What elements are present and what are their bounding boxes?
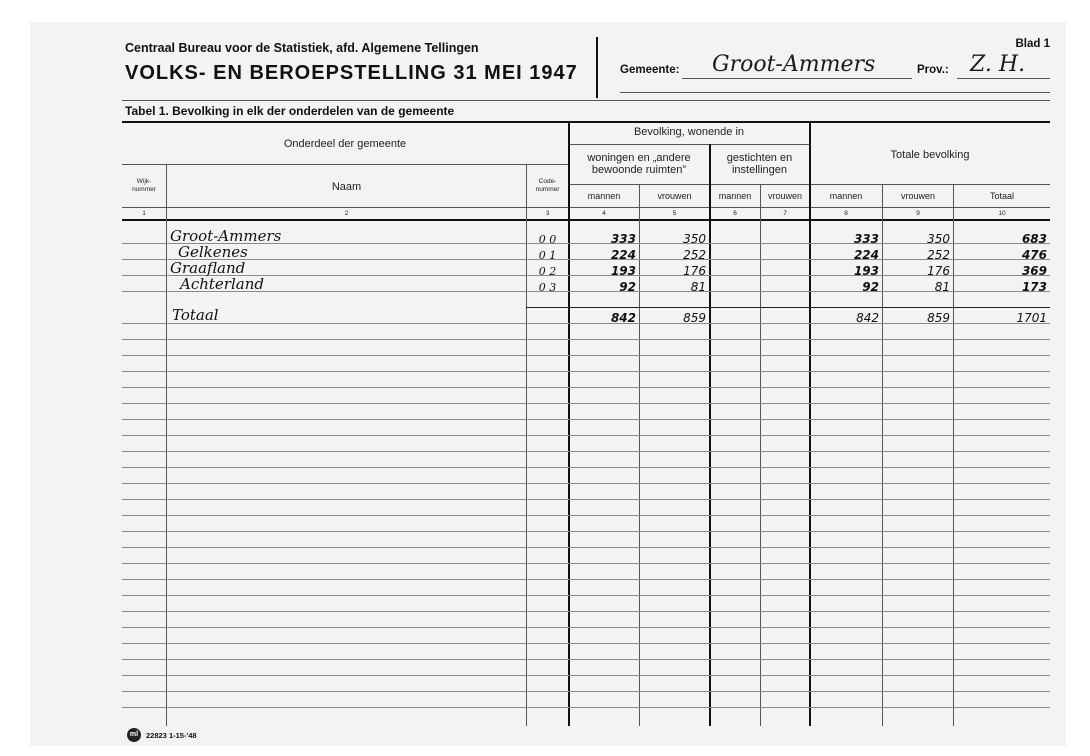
header-woningen-2: bewoonde ruimten” [591,164,687,176]
ruled-line [122,611,1050,612]
ruled-line [122,627,1050,628]
ruled-line [122,451,1050,452]
row-2-totale-vrouwen: 176 [927,264,950,278]
col-number-6: 6 [733,210,737,217]
row-code-3: 0 3 [538,281,557,294]
ruled-line [122,499,1050,500]
total-woningen-mannen: 842 [610,311,636,325]
prov-label: Prov.: [917,64,949,76]
row-2-woningen-vrouwen: 176 [683,264,706,278]
table-top-rule [122,121,1050,123]
header-mannen-col8: mannen [829,191,863,201]
bureau-line: Centraal Bureau voor de Statistiek, afd. Algemene Tellingen [125,41,479,55]
row-3-woningen-vrouwen: 81 [690,280,706,294]
header-wijk-2: nummer [132,186,156,193]
row-naam-graafland: Graafland [170,259,246,277]
col-number-9: 9 [916,210,920,217]
header-onderdeel: Onderdeel der gemeente [283,138,407,150]
header-naam: Naam [331,181,362,193]
header-rule-2 [122,100,1050,101]
row-code-1: 0 1 [538,249,557,262]
blad-number: Blad 1 [1015,38,1050,50]
gemeente-underline [682,78,912,79]
total-totaal: 1701 [1016,311,1047,325]
ruled-line [122,579,1050,580]
ruled-line [122,707,1050,708]
row-3-woningen-mannen: 92 [619,280,636,294]
vline-col6 [760,184,761,726]
row-1-woningen-mannen: 224 [610,248,636,262]
ruled-line [122,403,1050,404]
ruled-line [122,339,1050,340]
ruled-line [122,675,1050,676]
header-mannen-col4: mannen [587,191,621,201]
row-0-woningen-vrouwen: 350 [683,232,706,246]
gemeente-label: Gemeente: [620,64,680,76]
ruled-line [122,659,1050,660]
total-totale-mannen: 842 [856,311,879,325]
ruled-line [122,467,1050,468]
row-2-woningen-mannen: 193 [610,264,636,278]
header-mannen-col6: mannen [718,191,752,201]
header-gestichten-2: instellingen [731,164,788,176]
census-form-sheet [30,22,1066,746]
col-number-7: 7 [783,210,787,217]
col-number-2: 2 [344,210,349,217]
header-code-2: nummer [535,186,560,193]
row-2-totale-mannen: 193 [853,264,879,278]
row-1-totale-mannen: 224 [853,248,879,262]
ruled-line [122,435,1050,436]
ruled-line [122,515,1050,516]
row-naam-groot-ammers: Groot-Ammers [170,227,282,245]
printer-logo: ml [127,728,141,742]
row-0-totaal: 683 [1021,232,1047,246]
form-title: VOLKS- EN BEROEPSTELLING 31 MEI 1947 [125,62,578,84]
row-1-woningen-vrouwen: 252 [683,248,706,262]
header-totale: Totale bevolking [890,149,970,161]
header-rule-1 [620,92,1050,93]
col-number-4: 4 [602,210,606,217]
header-wijk-1: Wijk- [136,178,152,185]
ruled-line [122,643,1050,644]
ruled-line [122,595,1050,596]
total-naam: Totaal [172,306,219,324]
row-code-2: 0 2 [538,265,557,278]
ruled-line [122,483,1050,484]
header-divider [596,37,598,98]
ruled-line [122,419,1050,420]
rule-bevolking-under [569,144,809,145]
print-code: 22823 1-15-'48 [146,731,197,740]
ruled-line [122,691,1050,692]
row-0-totale-mannen: 333 [853,232,879,246]
prov-underline [957,78,1050,79]
row-3-totale-vrouwen: 81 [934,280,950,294]
col-number-10: 10 [998,210,1006,217]
vline-col7 [809,121,811,726]
ruled-line [122,371,1050,372]
row-0-woningen-mannen: 333 [610,232,636,246]
ruled-line [122,563,1050,564]
header-totaal-col10: Totaal [989,191,1015,201]
header-vrouwen-col9: vrouwen [900,191,936,201]
row-0-totale-vrouwen: 350 [927,232,950,246]
header-woningen-1: woningen en „andere [587,152,691,164]
rule-labels-under [122,207,1050,208]
row-2-totaal: 369 [1021,264,1047,278]
col-number-5: 5 [672,210,677,217]
ruled-line [122,547,1050,548]
row-code-0: 0 0 [538,233,557,246]
col-number-1: 1 [142,210,146,217]
vline-col3 [568,121,570,726]
ruled-line [122,355,1050,356]
vline-col1 [166,164,167,726]
total-woningen-vrouwen: 859 [683,311,706,325]
header-vrouwen-col7: vrouwen [767,191,803,201]
row-naam-achterland: Achterland [180,275,264,293]
ruled-line [526,307,1050,308]
header-vrouwen-col5: vrouwen [657,191,692,201]
header-bevolking: Bevolking, wonende in [633,126,745,138]
row-1-totaal: 476 [1021,248,1047,262]
col-number-3: 3 [545,210,550,217]
header-code-1: Code- [538,178,557,185]
col-number-8: 8 [844,210,848,217]
row-naam-gelkenes: Gelkenes [178,243,248,261]
ruled-line [122,387,1050,388]
total-totale-vrouwen: 859 [927,311,950,325]
row-3-totale-mannen: 92 [862,280,879,294]
prov-value: Z. H. [970,52,1026,77]
row-3-totaal: 173 [1021,280,1047,294]
ruled-line [122,531,1050,532]
rule-onderdeel-under [122,164,568,165]
header-gestichten-1: gestichten en [726,152,793,164]
rule-colnumbers-under [122,219,1050,221]
row-1-totale-vrouwen: 252 [927,248,950,262]
gemeente-value: Groot-Ammers [712,52,876,77]
table-title: Tabel 1. Bevolking in elk der onderdelen van de gemeente [125,104,455,118]
